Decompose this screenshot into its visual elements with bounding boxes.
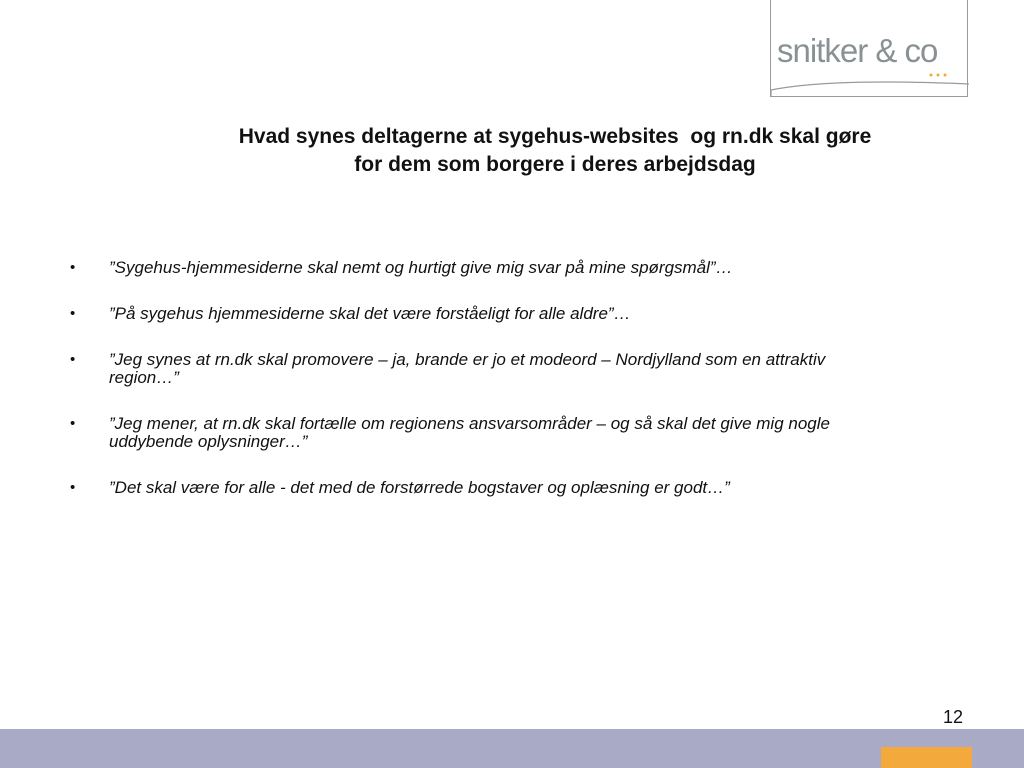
page-number: 12 [942,707,963,727]
bullet-icon: • [70,415,76,432]
slide-title-line-2: for dem som borgere i deres arbejdsdag [354,153,756,176]
quote-text: ”Jeg synes at rn.dk skal promovere – ja, brande er jo et modeord – Nordjylland som en attraktiv [109,350,826,369]
slide-title [150,123,960,179]
bullet-icon: • [70,351,76,368]
quote-text: ”Det skal være for alle - det med de forstørrede bogstaver og oplæsning er godt…” [109,478,730,497]
logo-dots-icon [929,73,947,77]
footer-bar [0,729,1024,768]
quote-item [68,259,963,277]
footer-accent [881,747,972,768]
quote-text-continued: uddybende oplysninger…” [109,432,308,451]
quote-item [68,479,963,497]
company-logo [770,0,968,97]
quote-list [68,259,963,525]
quote-text: ”Sygehus-hjemmesiderne skal nemt og hurtigt give mig svar på mine spørgsmål”… [109,258,733,277]
bullet-icon: • [70,479,76,496]
logo-text: snitker & co [777,32,938,69]
bullet-icon: • [70,259,76,276]
bullet-icon: • [70,305,76,322]
quote-text: ”Jeg mener, at rn.dk skal fortælle om regionens ansvarsområder – og så skal det give mig nogle [109,414,830,433]
slide-title-line-1: Hvad synes deltagerne at sygehus-websites og rn.dk skal gøre [238,125,872,148]
quote-item [68,351,963,387]
quote-text: ”På sygehus hjemmesiderne skal det være forståeligt for alle aldre”… [109,304,631,323]
quote-item [68,415,963,451]
quote-text-continued: region…” [109,368,179,387]
quote-item [68,305,963,323]
